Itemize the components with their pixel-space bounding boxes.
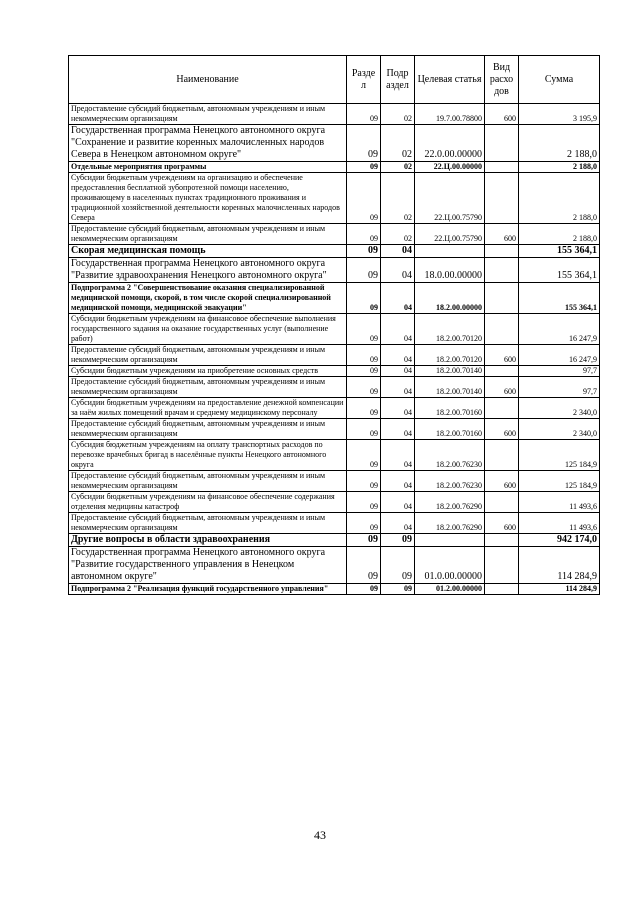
cell-podrazdel: 04 [381,440,415,471]
cell-target: 19.7.00.78800 [415,104,485,125]
cell-podrazdel: 04 [381,471,415,492]
cell-sum: 11 493,6 [519,492,600,513]
budget-table [68,55,600,595]
cell-sum: 2 188,0 [519,162,600,173]
cell-podrazdel: 04 [381,366,415,377]
header-target: Целевая статья [415,56,485,104]
cell-target: 01.0.00.00000 [415,547,485,584]
cell-target: 18.2.00.70140 [415,377,485,398]
cell-target: 22.Ц.00.75790 [415,173,485,224]
cell-name: Предоставление субсидий бюджетным, автономным учреждениям и иным некоммерческим организациям [69,104,347,125]
cell-sum: 2 340,0 [519,419,600,440]
cell-razdel: 09 [347,258,381,283]
table-row [69,366,600,377]
header-name: Наименование [69,56,347,104]
cell-podrazdel: 04 [381,314,415,345]
cell-target: 18.2.00.70160 [415,419,485,440]
cell-razdel: 09 [347,314,381,345]
cell-target: 22.0.00.00000 [415,125,485,162]
cell-sum: 3 195,9 [519,104,600,125]
cell-name: Отдельные мероприятия программы [69,162,347,173]
cell-name: Субсидии бюджетным учреждениям на финансовое обеспечение содержания отделения медицины катастроф [69,492,347,513]
table-row [69,440,600,471]
header-sum: Сумма [519,56,600,104]
header-podrazdel: Подр аздел [381,56,415,104]
cell-sum: 155 364,1 [519,283,600,314]
table-row [69,492,600,513]
cell-target: 18.2.00.70120 [415,314,485,345]
cell-sum: 97,7 [519,366,600,377]
table-row [69,471,600,492]
cell-vid: 600 [485,224,519,245]
cell-razdel: 09 [347,224,381,245]
table-row [69,398,600,419]
cell-target: 18.2.00.76290 [415,492,485,513]
cell-vid [485,584,519,595]
cell-sum: 155 364,1 [519,245,600,258]
cell-target: 18.0.00.00000 [415,258,485,283]
cell-razdel: 09 [347,471,381,492]
cell-name: Предоставление субсидий бюджетным, автономным учреждениям и иным некоммерческим организациям [69,419,347,440]
cell-razdel: 09 [347,584,381,595]
header-razdel: Разде л [347,56,381,104]
cell-vid [485,162,519,173]
cell-podrazdel: 02 [381,162,415,173]
cell-vid [485,534,519,547]
cell-name: Субсидия бюджетным учреждениям на оплату транспортных расходов по перевозке врачебных бригад в населённые пункты Ненецкого автономного округа [69,440,347,471]
cell-podrazdel: 09 [381,547,415,584]
table-row [69,377,600,398]
cell-vid: 600 [485,104,519,125]
cell-target [415,245,485,258]
cell-vid: 600 [485,513,519,534]
cell-name: Предоставление субсидий бюджетным, автономным учреждениям и иным некоммерческим организациям [69,513,347,534]
table-body [69,104,600,595]
table-row [69,162,600,173]
table-row [69,283,600,314]
cell-target: 22.Ц.00.75790 [415,224,485,245]
cell-name: Подпрограмма 2 "Реализация функций государственного управления" [69,584,347,595]
table-row [69,245,600,258]
cell-vid [485,366,519,377]
cell-name: Подпрограмма 2 "Совершенствование оказания специализированной медицинской помощи, скорой, в том числе скорой специализированной медицинской помощи, медицинской эвакуации" [69,283,347,314]
cell-razdel: 09 [347,366,381,377]
cell-sum: 16 247,9 [519,314,600,345]
table-row [69,104,600,125]
cell-sum: 11 493,6 [519,513,600,534]
cell-vid: 600 [485,471,519,492]
cell-sum: 2 188,0 [519,173,600,224]
cell-target [415,534,485,547]
cell-name: Субсидии бюджетным учреждениям на приобретение основных средств [69,366,347,377]
table-row [69,173,600,224]
cell-vid [485,547,519,584]
table-row [69,345,600,366]
cell-name: Государственная программа Ненецкого автономного округа "Развитие государственного управления в Ненецком автономном округе" [69,547,347,584]
cell-razdel: 09 [347,492,381,513]
cell-sum: 114 284,9 [519,584,600,595]
cell-name: Скорая медицинская помощь [69,245,347,258]
cell-target: 18.2.00.76230 [415,440,485,471]
cell-razdel: 09 [347,173,381,224]
table-row [69,125,600,162]
cell-name: Субсидии бюджетным учреждениям на предоставление денежной компенсации за наём жилых помещений врачам и среднему медицинскому персоналу [69,398,347,419]
cell-razdel: 09 [347,419,381,440]
table-row [69,314,600,345]
table-row [69,224,600,245]
cell-target: 18.2.00.76230 [415,471,485,492]
cell-sum: 125 184,9 [519,471,600,492]
cell-sum: 2 188,0 [519,224,600,245]
cell-podrazdel: 04 [381,345,415,366]
cell-razdel: 09 [347,283,381,314]
cell-name: Государственная программа Ненецкого автономного округа "Развитие здравоохранения Ненецкого автономного округа" [69,258,347,283]
cell-podrazdel: 04 [381,492,415,513]
cell-razdel: 09 [347,440,381,471]
cell-razdel: 09 [347,125,381,162]
cell-razdel: 09 [347,345,381,366]
cell-target: 01.2.00.00000 [415,584,485,595]
cell-name: Предоставление субсидий бюджетным, автономным учреждениям и иным некоммерческим организациям [69,471,347,492]
table-row [69,534,600,547]
cell-vid [485,173,519,224]
cell-razdel: 09 [347,377,381,398]
table-row [69,258,600,283]
cell-sum: 155 364,1 [519,258,600,283]
cell-podrazdel: 04 [381,377,415,398]
cell-razdel: 09 [347,513,381,534]
cell-name: Субсидии бюджетным учреждениям на организацию и обеспечение предоставления бесплатной зубопротезной помощи населению, проживающему в населенных пунктах традиционного проживания и традиционной хозяйственной деятельности коренных малочисленных народов Севера [69,173,347,224]
cell-podrazdel: 04 [381,245,415,258]
cell-vid: 600 [485,345,519,366]
cell-vid [485,492,519,513]
cell-target: 22.Ц.00.00000 [415,162,485,173]
table-row [69,584,600,595]
cell-sum: 97,7 [519,377,600,398]
table-row [69,419,600,440]
cell-target: 18.2.00.70140 [415,366,485,377]
cell-name: Другие вопросы в области здравоохранения [69,534,347,547]
cell-target: 18.2.00.76290 [415,513,485,534]
cell-podrazdel: 02 [381,173,415,224]
cell-razdel: 09 [347,547,381,584]
cell-target: 18.2.00.70160 [415,398,485,419]
cell-vid [485,314,519,345]
cell-podrazdel: 09 [381,584,415,595]
cell-sum: 2 340,0 [519,398,600,419]
cell-podrazdel: 09 [381,534,415,547]
cell-name: Субсидии бюджетным учреждениям на финансовое обеспечение выполнения государственного задания на оказание государственных услуг (выполнение работ) [69,314,347,345]
cell-razdel: 09 [347,104,381,125]
cell-vid [485,245,519,258]
cell-vid [485,125,519,162]
table-row [69,547,600,584]
cell-target: 18.2.00.00000 [415,283,485,314]
cell-podrazdel: 04 [381,283,415,314]
cell-vid [485,440,519,471]
table-header-row [69,56,600,104]
cell-sum: 114 284,9 [519,547,600,584]
cell-name: Предоставление субсидий бюджетным, автономным учреждениям и иным некоммерческим организациям [69,377,347,398]
cell-vid [485,258,519,283]
cell-name: Предоставление субсидий бюджетным, автономным учреждениям и иным некоммерческим организациям [69,345,347,366]
cell-name: Государственная программа Ненецкого автономного округа "Сохранение и развитие коренных малочисленных народов Севера в Ненецком автономном округе" [69,125,347,162]
cell-vid [485,283,519,314]
cell-vid [485,398,519,419]
cell-podrazdel: 02 [381,224,415,245]
cell-sum: 125 184,9 [519,440,600,471]
cell-razdel: 09 [347,398,381,419]
cell-sum: 2 188,0 [519,125,600,162]
cell-sum: 942 174,0 [519,534,600,547]
cell-razdel: 09 [347,245,381,258]
cell-podrazdel: 04 [381,513,415,534]
cell-podrazdel: 02 [381,125,415,162]
cell-razdel: 09 [347,534,381,547]
page-number: 43 [314,828,326,842]
cell-sum: 16 247,9 [519,345,600,366]
table-row [69,513,600,534]
cell-podrazdel: 04 [381,258,415,283]
cell-razdel: 09 [347,162,381,173]
cell-podrazdel: 04 [381,398,415,419]
cell-name: Предоставление субсидий бюджетным, автономным учреждениям и иным некоммерческим организациям [69,224,347,245]
cell-podrazdel: 04 [381,419,415,440]
cell-vid: 600 [485,419,519,440]
cell-podrazdel: 02 [381,104,415,125]
cell-target: 18.2.00.70120 [415,345,485,366]
header-vid: Вид расхо дов [485,56,519,104]
cell-vid: 600 [485,377,519,398]
